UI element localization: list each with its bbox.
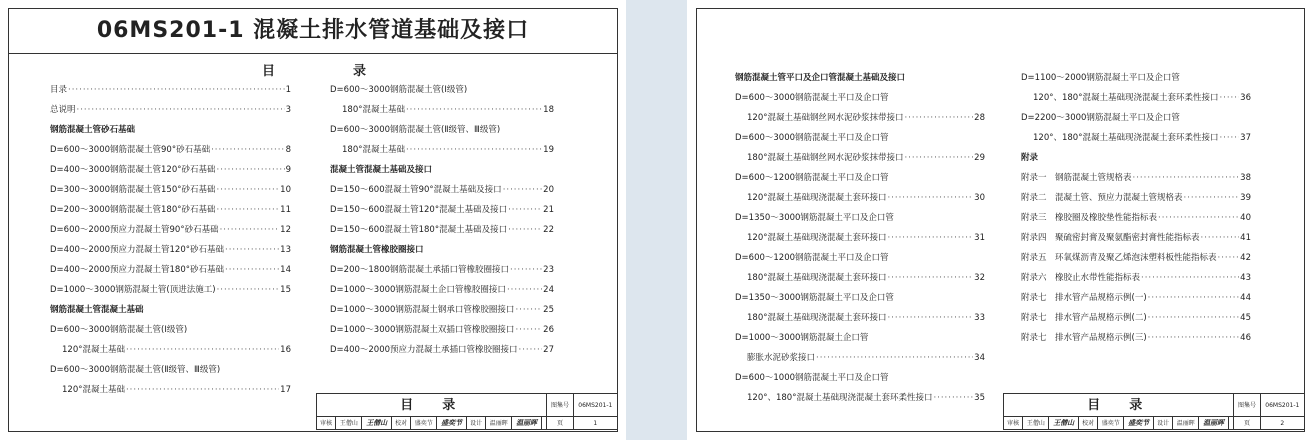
design-label: 设计	[466, 417, 485, 430]
toc-entry-label: D=400～2000预应力混凝土管180°砂石基础	[50, 265, 224, 275]
leader-dots	[1184, 188, 1240, 208]
toc-entry	[330, 300, 554, 320]
toc-entry	[330, 200, 554, 220]
toc-entry-label: 附录七 排水管产品规格示例(三)	[1021, 333, 1147, 343]
toc-entry	[330, 140, 554, 160]
toc-entry-label: 120°混凝土基础现浇混凝土套环接口	[747, 233, 887, 243]
toc-entry	[1021, 248, 1251, 268]
toc-entry-page: 32	[974, 273, 985, 283]
toc-entry-label: 120°混凝土基础钢丝网水泥砂浆抹带接口	[747, 113, 904, 123]
toc-entry-page: 25	[543, 305, 554, 315]
toc-entry	[330, 280, 554, 300]
toc-right-column	[1021, 68, 1251, 348]
leader-dots	[503, 180, 542, 200]
toc-entry-label: 附录五 环氧煤沥青及聚乙烯泡沫塑料板性能指标表	[1021, 253, 1217, 263]
toc-entry	[735, 368, 985, 388]
leader-dots	[126, 380, 279, 400]
toc-entry	[1021, 308, 1251, 328]
toc-entry-label: 附录二 混凝土管、预应力混凝土管规格表	[1021, 193, 1183, 203]
toc-entry	[735, 268, 985, 288]
set-label: 图集号	[547, 394, 573, 417]
toc-entry	[1021, 68, 1251, 88]
toc-right-column	[330, 80, 554, 360]
designer-signature: 温丽晖	[1203, 418, 1225, 427]
toc-entry-page: 41	[1240, 233, 1251, 243]
toc-entry-page: 22	[543, 225, 554, 235]
toc-entry-page: 28	[974, 113, 985, 123]
toc-entry-label: D=2200～3000钢筋混凝土平口及企口管	[1021, 113, 1180, 123]
toc-entry-label: 120°混凝土基础	[62, 345, 125, 355]
review-label: 审核	[317, 417, 336, 430]
toc-entry-label: D=600～1000钢筋混凝土平口及企口管	[735, 373, 889, 383]
toc-entry-page: 31	[974, 233, 985, 243]
toc-entry	[1021, 88, 1251, 108]
toc-entry-label: D=1000～3000钢筋混凝土钢承口管橡胶圈接口	[330, 305, 515, 315]
toc-entry	[735, 308, 985, 328]
toc-entry-label: 附录七 排水管产品规格示例(二)	[1021, 313, 1147, 323]
toc-entry-page: 16	[280, 345, 291, 355]
leader-dots	[1148, 308, 1240, 328]
designer-name: 温丽晖	[486, 417, 512, 430]
toc-entry-label: D=1000～3000钢筋混凝土管(顶进法施工)	[50, 285, 216, 295]
toc-entry	[50, 80, 291, 100]
leader-dots	[217, 160, 285, 180]
leader-dots	[1141, 268, 1239, 288]
toc-entry-page: 38	[1240, 173, 1251, 183]
toc-entry	[735, 208, 985, 228]
toc-entry-label: 混凝土管混凝土基础及接口	[330, 165, 433, 175]
toc-entry-label: 附录三 橡胶圈及橡胶垫性能指标表	[1021, 213, 1158, 223]
toc-entry-label: 附录	[1021, 153, 1039, 163]
toc-entry-label: D=600～3000钢筋混凝土平口及企口管	[735, 133, 889, 143]
leader-dots	[1218, 248, 1240, 268]
toc-entry	[50, 320, 291, 340]
toc-entry	[1021, 208, 1251, 228]
leader-dots	[816, 348, 973, 368]
toc-entry	[50, 240, 291, 260]
toc-entry-label: 钢筋混凝土管平口及企口管混凝土基础及接口	[735, 73, 906, 83]
toc-entry-page: 3	[285, 105, 291, 115]
toc-entry-page: 14	[280, 265, 291, 275]
toc-entry	[735, 348, 985, 368]
atlas-title: 06MS201-1 混凝土排水管道基础及接口	[9, 9, 617, 54]
toc-entry-label: D=150～600混凝土管90°混凝土基础及接口	[330, 185, 502, 195]
toc-entry-page: 20	[543, 185, 554, 195]
leader-dots	[1148, 288, 1240, 308]
catalog-page-2	[687, 0, 1313, 440]
toc-entry	[735, 128, 985, 148]
toc-entry-label: D=400～2000预应力混凝土管120°砂石基础	[50, 245, 224, 255]
toc-left-column	[50, 80, 291, 400]
toc-entry-label: 附录四 聚硫密封膏及聚氨酯密封膏性能指标表	[1021, 233, 1200, 243]
toc-entry-page: 33	[974, 313, 985, 323]
toc-entry	[1021, 108, 1251, 128]
toc-entry-page: 19	[543, 145, 554, 155]
toc-entry-label: 目录	[50, 85, 68, 95]
toc-entry	[735, 288, 985, 308]
toc-entry-label: 膨胀水泥砂浆接口	[747, 353, 816, 363]
title-block	[1003, 393, 1305, 430]
leader-dots	[515, 300, 542, 320]
toc-entry-page: 29	[974, 153, 985, 163]
toc-entry-label: 120°混凝土基础现浇混凝土套环接口	[747, 193, 887, 203]
toc-entry-page: 27	[543, 345, 554, 355]
leader-dots	[217, 180, 280, 200]
toc-entry	[50, 140, 291, 160]
toc-entry-label: 120°、180°混凝土基础现浇混凝土套环柔性接口	[1033, 133, 1219, 143]
leader-dots	[68, 80, 285, 100]
toc-entry	[735, 168, 985, 188]
set-label: 图集号	[1234, 394, 1260, 417]
toc-entry	[1021, 168, 1251, 188]
leader-dots	[217, 280, 280, 300]
toc-entry-label: D=1350～3000钢筋混凝土平口及企口管	[735, 293, 894, 303]
toc-entry-page: 24	[543, 285, 554, 295]
review-label: 审核	[1004, 417, 1023, 430]
toc-entry	[735, 188, 985, 208]
toc-entry-label: D=600～1200钢筋混凝土平口及企口管	[735, 173, 889, 183]
toc-entry	[50, 280, 291, 300]
toc-entry-label: D=600～3000钢筋混凝土管90°砂石基础	[50, 145, 211, 155]
title-block-name: 目 录	[317, 394, 547, 417]
toc-entry-label: 180°混凝土基础	[342, 105, 405, 115]
toc-entry-label: 120°、180°混凝土基础现浇混凝土套环柔性接口	[747, 393, 933, 403]
title-block	[316, 393, 618, 430]
toc-entry	[735, 148, 985, 168]
designer-signature: 温丽晖	[516, 418, 538, 427]
toc-entry-label: 180°混凝土基础现浇混凝土套环接口	[747, 313, 887, 323]
toc-entry-label: D=400～2000预应力混凝土承插口管橡胶圈接口	[330, 345, 518, 355]
leader-dots	[887, 308, 973, 328]
toc-entry-label: 180°混凝土基础	[342, 145, 405, 155]
toc-entry-page: 34	[974, 353, 985, 363]
toc-entry-label: D=600～3000钢筋混凝土平口及企口管	[735, 93, 889, 103]
toc-entry-page: 1	[285, 85, 291, 95]
toc-entry-label: D=600～1200钢筋混凝土平口及企口管	[735, 253, 889, 263]
toc-entry	[735, 388, 985, 408]
toc-entry-page: 23	[543, 265, 554, 275]
toc-entry	[50, 200, 291, 220]
leader-dots	[519, 340, 543, 360]
reviewer-signature: 王僧山	[1053, 418, 1075, 427]
toc-entry-page: 40	[1240, 213, 1251, 223]
toc-entry-page: 44	[1240, 293, 1251, 303]
toc-entry-label: D=600～2000预应力混凝土管90°砂石基础	[50, 225, 219, 235]
leader-dots	[1148, 328, 1240, 348]
toc-section-heading	[330, 240, 554, 260]
designer-name: 温丽晖	[1173, 417, 1199, 430]
toc-entry-page: 18	[543, 105, 554, 115]
toc-entry-label: 钢筋混凝土管混凝土基础	[50, 305, 144, 315]
toc-entry-label: D=600～3000钢筋混凝土管(Ⅰ级管)	[330, 85, 468, 95]
reviewer-name: 王僧山	[336, 417, 362, 430]
toc-entry-label: 120°混凝土基础	[62, 385, 125, 395]
catalog-page-1	[0, 0, 626, 440]
toc-entry-page: 13	[280, 245, 291, 255]
toc-entry-page: 12	[280, 225, 291, 235]
toc-entry-page: 42	[1240, 253, 1251, 263]
toc-entry	[50, 360, 291, 380]
toc-entry-label: D=300～3000钢筋混凝土管150°砂石基础	[50, 185, 216, 195]
toc-entry	[330, 260, 554, 280]
leader-dots	[887, 268, 973, 288]
toc-entry	[50, 340, 291, 360]
toc-entry-label: 180°混凝土基础现浇混凝土套环接口	[747, 273, 887, 283]
leader-dots	[1201, 228, 1240, 248]
toc-entry-page: 39	[1240, 193, 1251, 203]
page-label: 页	[1234, 417, 1260, 430]
leader-dots	[904, 108, 973, 128]
toc-entry-label: 附录六 橡胶止水带性能指标表	[1021, 273, 1141, 283]
check-label: 校对	[391, 417, 410, 430]
toc-entry-label: 总说明	[50, 105, 76, 115]
reviewer-signature: 王僧山	[366, 418, 388, 427]
toc-entry-label: 钢筋混凝土管橡胶圈接口	[330, 245, 424, 255]
leader-dots	[887, 228, 973, 248]
leader-dots	[508, 200, 542, 220]
toc-entry-label: D=600～3000钢筋混凝土管(Ⅰ级管)	[50, 325, 188, 335]
toc-entry-label: D=150～600混凝土管180°混凝土基础及接口	[330, 225, 508, 235]
toc-entry-page: 10	[280, 185, 291, 195]
leader-dots	[1219, 128, 1239, 148]
leader-dots	[225, 260, 279, 280]
toc-entry-page: 36	[1240, 93, 1251, 103]
leader-dots	[1219, 88, 1239, 108]
toc-entry	[50, 160, 291, 180]
toc-entry-page: 35	[974, 393, 985, 403]
leader-dots	[515, 320, 542, 340]
toc-entry-page: 43	[1240, 273, 1251, 283]
set-number: 06MS201-1	[1260, 394, 1304, 417]
toc-left-column	[735, 68, 985, 408]
toc-entry-page: 21	[543, 205, 554, 215]
toc-entry-label: D=600～3000钢筋混凝土管(Ⅱ级管、Ⅲ级管)	[50, 365, 221, 375]
toc-entry-page: 45	[1240, 313, 1251, 323]
leader-dots	[508, 220, 542, 240]
toc-entry-label: D=200～1800钢筋混凝土承插口管橡胶圈接口	[330, 265, 510, 275]
toc-entry-page: 30	[974, 193, 985, 203]
toc-section-heading	[1021, 148, 1251, 168]
toc-entry-label: D=1350～3000钢筋混凝土平口及企口管	[735, 213, 894, 223]
toc-entry-label: D=200～3000钢筋混凝土管180°砂石基础	[50, 205, 216, 215]
leader-dots	[507, 280, 542, 300]
toc-section-heading	[50, 300, 291, 320]
checker-signature: 盛奕节	[441, 418, 463, 427]
toc-entry	[1021, 268, 1251, 288]
toc-entry-label: D=600～3000钢筋混凝土管(Ⅱ级管、Ⅲ级管)	[330, 125, 501, 135]
toc-entry-label: D=1000～3000钢筋混凝土双插口管橡胶圈接口	[330, 325, 515, 335]
toc-entry	[735, 88, 985, 108]
toc-section-heading	[330, 160, 554, 180]
toc-heading: 目 录	[262, 64, 367, 79]
set-number: 06MS201-1	[573, 394, 617, 417]
leader-dots	[1158, 208, 1239, 228]
checker-name: 盛奕节	[1098, 417, 1124, 430]
toc-entry	[330, 220, 554, 240]
toc-entry-page: 17	[280, 385, 291, 395]
leader-dots	[510, 260, 542, 280]
leader-dots	[126, 340, 279, 360]
toc-entry-label: D=400～3000钢筋混凝土管120°砂石基础	[50, 165, 216, 175]
toc-entry	[735, 108, 985, 128]
toc-entry	[1021, 328, 1251, 348]
toc-entry-label: 附录七 排水管产品规格示例(一)	[1021, 293, 1147, 303]
leader-dots	[933, 388, 973, 408]
toc-entry	[330, 100, 554, 120]
leader-dots	[217, 200, 280, 220]
leader-dots	[1133, 168, 1240, 188]
toc-entry	[735, 228, 985, 248]
design-label: 设计	[1153, 417, 1172, 430]
toc-entry	[50, 100, 291, 120]
toc-entry	[330, 120, 554, 140]
toc-entry-label: 附录一 钢筋混凝土管规格表	[1021, 173, 1132, 183]
check-label: 校对	[1078, 417, 1097, 430]
toc-entry	[1021, 228, 1251, 248]
toc-entry-label: 钢筋混凝土管砂石基础	[50, 125, 136, 135]
toc-entry-page: 15	[280, 285, 291, 295]
toc-entry	[735, 328, 985, 348]
leader-dots	[220, 220, 280, 240]
leader-dots	[77, 100, 285, 120]
leader-dots	[406, 100, 542, 120]
toc-entry-page: 11	[280, 205, 291, 215]
checker-name: 盛奕节	[411, 417, 437, 430]
toc-entry-page: 37	[1240, 133, 1251, 143]
toc-entry-label: D=1000～3000钢筋混凝土企口管	[735, 333, 869, 343]
toc-entry-label: 120°、180°混凝土基础现浇混凝土套环柔性接口	[1033, 93, 1219, 103]
checker-signature: 盛奕节	[1128, 418, 1150, 427]
page-number: 1	[573, 417, 617, 430]
title-block-name: 目 录	[1004, 394, 1234, 417]
page-number: 2	[1260, 417, 1304, 430]
toc-section-heading	[50, 120, 291, 140]
toc-entry	[330, 180, 554, 200]
toc-entry-page: 9	[285, 165, 291, 175]
toc-entry	[330, 320, 554, 340]
toc-entry-label: 180°混凝土基础钢丝网水泥砂浆抹带接口	[747, 153, 904, 163]
toc-entry	[50, 220, 291, 240]
toc-entry	[1021, 288, 1251, 308]
toc-entry	[1021, 128, 1251, 148]
toc-entry	[330, 80, 554, 100]
toc-entry	[50, 380, 291, 400]
leader-dots	[887, 188, 973, 208]
page-label: 页	[547, 417, 573, 430]
toc-entry-page: 26	[543, 325, 554, 335]
toc-entry	[50, 180, 291, 200]
leader-dots	[211, 140, 284, 160]
toc-entry	[1021, 188, 1251, 208]
reviewer-name: 王僧山	[1023, 417, 1049, 430]
toc-entry-label: D=1100～2000钢筋混凝土平口及企口管	[1021, 73, 1180, 83]
toc-entry-page: 8	[285, 145, 291, 155]
leader-dots	[406, 140, 542, 160]
toc-entry	[50, 260, 291, 280]
leader-dots	[904, 148, 973, 168]
leader-dots	[225, 240, 279, 260]
toc-entry-page: 46	[1240, 333, 1251, 343]
toc-entry	[735, 248, 985, 268]
toc-entry-label: D=150～600混凝土管120°混凝土基础及接口	[330, 205, 508, 215]
toc-section-heading	[735, 68, 985, 88]
toc-entry	[330, 340, 554, 360]
toc-entry-label: D=1000～3000钢筋混凝土企口管橡胶圈接口	[330, 285, 506, 295]
